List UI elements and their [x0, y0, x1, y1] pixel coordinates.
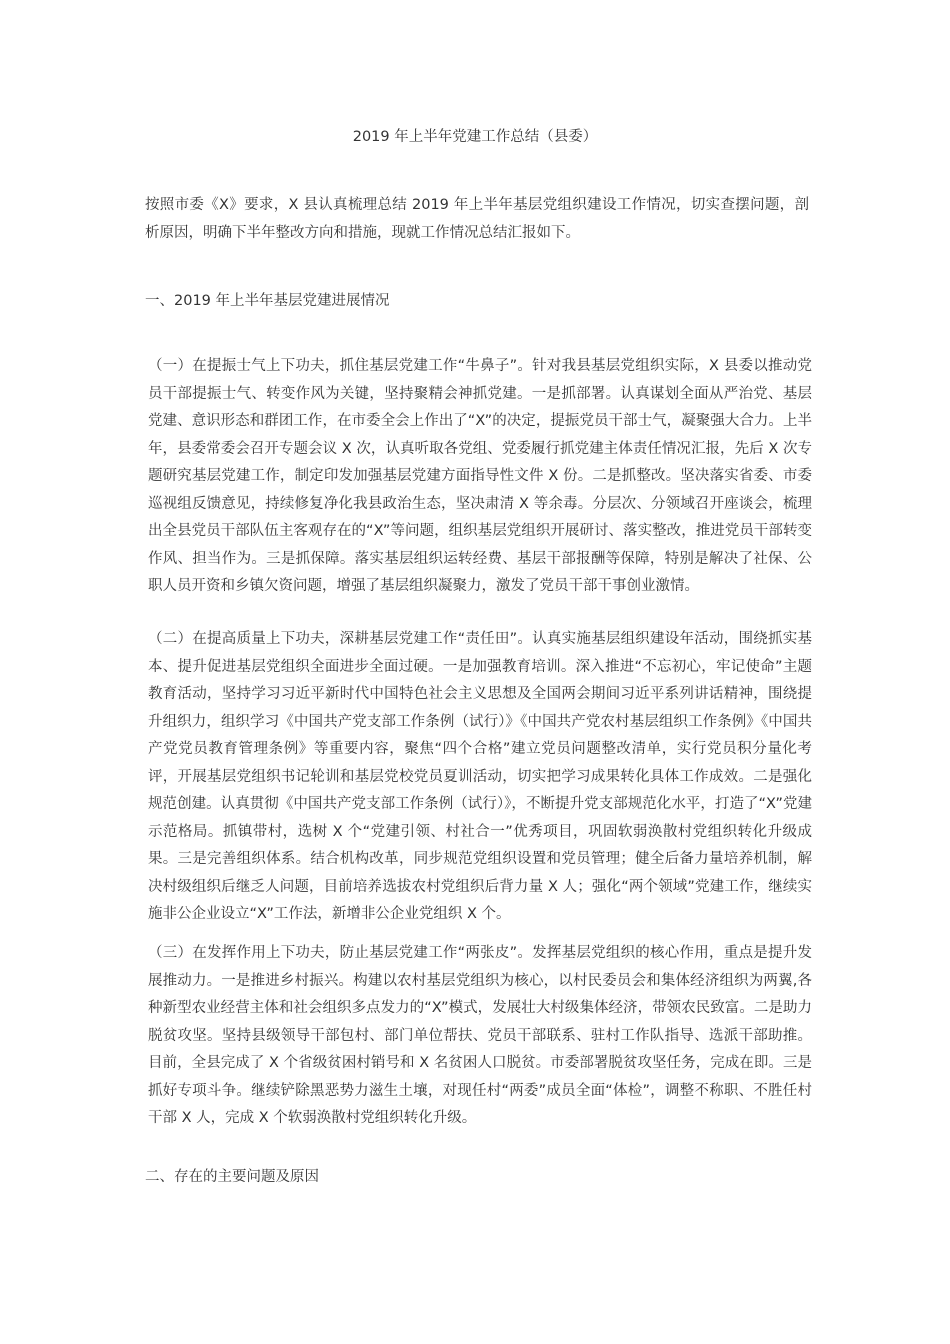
paragraph-1: （一）在提振士气上下功夫，抓住基层党建工作“牛鼻子”。针对我县基层党组织实际，X 县委以推动党员干部提振士气、转变作风为关键，坚持聚精会神抓党建。一是抓部署。认真谋划全面从严治党、基层党建、意识形态和群团工作，在市委全会上作出了“X”的决定，提振党员干部士气，凝聚强大合力。上半年，县委常委会召开专题会议 X 次，认真听取各党组、党委履行抓党建主体责任情况汇报，先后 X 次专题研究基层党建工作，制定印发加强基层党建方面指导性文件 X 份。二是抓整改。坚决落实省委、市委巡视组反馈意见，持续修复净化我县政治生态，坚决肃清 X 等余毒。分层次、分领域召开座谈会，梳理出全县党员干部队伍主客观存在的“X”等问题，组织基层党组织开展研讨、落实整改，推进党员干部转变作风、担当作为。三是抓保障。落实基层组织运转经费、基层干部报酬等保障，特别是解决了社保、公职人员开资和乡镇欠资问题，增强了基层组织凝聚力，激发了党员干部干事创业激情。	[148, 358, 812, 594]
document-title: 2019 年上半年党建工作总结（县委）	[352, 129, 598, 145]
intro-paragraph: 按照市委《X》要求，X 县认真梳理总结 2019 年上半年基层党组织建设工作情况，切实查摆问题，剖析原因，明确下半年整改方向和措施，现就工作情况总结汇报如下。	[145, 197, 809, 241]
section-heading-1: 一、2019 年上半年基层党建进展情况	[145, 293, 390, 309]
section-heading-2: 二、存在的主要问题及原因	[145, 1169, 319, 1185]
paragraph-3: （三）在发挥作用上下功夫，防止基层党建工作“两张皮”。发挥基层党组织的核心作用，重点是提升发展推动力。一是推进乡村振兴。构建以农村基层党组织为核心，以村民委员会和集体经济组织为两翼,各种新型农业经营主体和社会组织多点发力的“X”模式，发展壮大村级集体经济，带领农民致富。二是助力脱贫攻坚。坚持县级领导干部包村、部门单位帮扶、党员干部联系、驻村工作队指导、选派干部助推。目前，全县完成了 X 个省级贫困村销号和 X 名贫困人口脱贫。市委部署脱贫攻坚任务，完成在即。三是抓好专项斗争。继续铲除黑恶势力滋生土壤，对现任村“两委”成员全面“体检”，调整不称职、不胜任村干部 X 人，完成 X 个软弱涣散村党组织转化升级。	[148, 945, 812, 1126]
paragraph-2: （二）在提高质量上下功夫，深耕基层党建工作“责任田”。认真实施基层组织建设年活动，围绕抓实基本、提升促进基层党组织全面进步全面过硬。一是加强教育培训。深入推进“不忘初心，牢记使命”主题教育活动，坚持学习习近平新时代中国特色社会主义思想及全国两会期间习近平系列讲话精神，围绕提升组织力，组织学习《中国共产党支部工作条例（试行）》《中国共产党农村基层组织工作条例》《中国共产党党员教育管理条例》等重要内容，聚焦“四个合格”建立党员问题整改清单，实行党员积分量化考评，开展基层党组织书记轮训和基层党校党员夏训活动，切实把学习成果转化具体工作成效。二是强化规范创建。认真贯彻《中国共产党支部工作条例（试行）》，不断提升党支部规范化水平，打造了“X”党建示范格局。抓镇带村，选树 X 个“党建引领、村社合一”优秀项目，巩固软弱涣散村党组织转化升级成果。三是完善组织体系。结合机构改革，同步规范党组织设置和党员管理；健全后备力量培养机制，解决村级组织后继乏人问题，目前培养选拔农村党组织后背力量 X 人；强化“两个领域”党建工作，继续实施非公企业设立“X”工作法，新增非公企业党组织 X 个。	[148, 631, 812, 922]
